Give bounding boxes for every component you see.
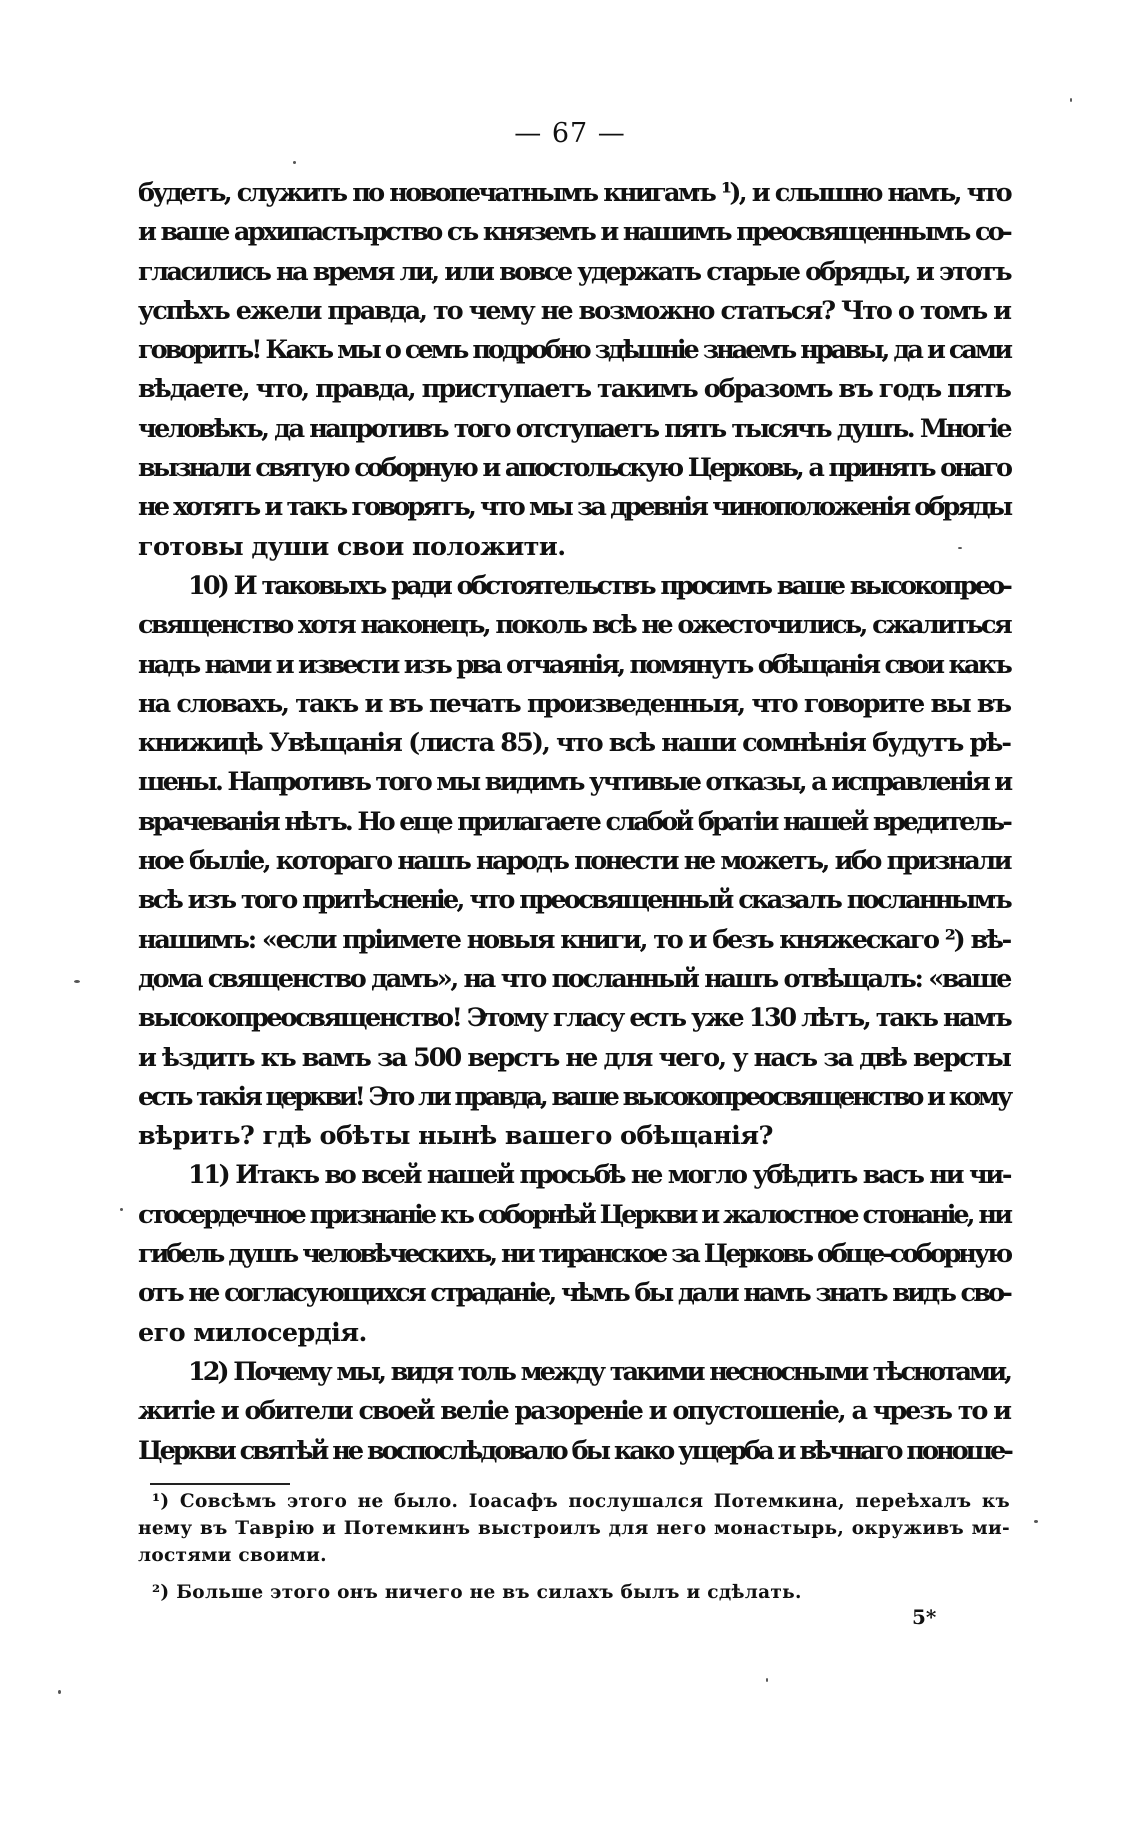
footnote-line: ²) Больше этого онъ ничего не въ силахъ былъ и сдѣлать. [152,1582,802,1603]
text-line: на словахъ, такъ и въ печать произведенныя, что говорите вы въ [138,688,1010,719]
text-line: книжицѣ Увѣщанія (листа 85), что всѣ наши сомнѣнія будутъ рѣ- [138,728,1010,759]
text-line: готовы души свои положити. [138,531,566,562]
text-line: 12) Почему мы, видя толь между такими несносными тѣснотами, [188,1356,1010,1387]
text-line: надъ нами и извести изъ рва отчаянія, помянуть обѣщанія свои какъ [138,649,1010,680]
footnote-line: лостями своими. [138,1545,327,1566]
text-line: 11) Итакъ во всей нашей просьбѣ не могло убѣдить васъ ни чи- [188,1160,1010,1191]
body-text [138,174,1010,1471]
page-number: — 67 — [514,118,626,149]
scan-speck [74,980,80,983]
text-line: отъ не согласующихся страданіе, чѣмъ бы дали намъ знать видъ сво- [138,1278,1010,1309]
text-line: стосердечное признаніе къ соборнѣй Церкви и жалостное стонаніе, ни [138,1199,1010,1230]
text-line: гласились на время ли, или вовсе удержать старые обряды, и этотъ [138,256,1010,287]
footnotes [138,1488,1010,1606]
text-line: не хотятъ и такъ говорятъ, что мы за древнія чиноположенія обряды [138,492,1011,523]
text-line: его милосердія. [138,1317,367,1348]
text-line: гибель душъ человѣческихъ, ни тиранское за Церковь обще-соборную [138,1239,1010,1270]
footnote-line: нему въ Таврію и Потемкинъ выстроилъ для него монастырь, окруживъ ми- [138,1518,1010,1539]
scan-speck [58,1690,61,1694]
text-line: Церкви святѣй не воспослѣдовало бы како ущерба и вѣчнаго поноше- [138,1435,1011,1466]
footnote-divider [150,1483,290,1485]
text-line: и ваше архипастырство съ княземъ и нашимъ преосвященнымъ со- [138,217,1010,248]
text-line: дома священство дамъ», на что посланный нашъ отвѣщалъ: «ваше [138,963,1010,994]
text-line: высокопреосвященство! Этому гласу есть уже 130 лѣтъ, такъ намъ [138,1003,1011,1034]
text-line: священство хотя наконецъ, поколь всѣ не ожесточились, сжалиться [138,610,1010,641]
text-line: будетъ, служить по новопечатнымъ книгамъ ¹), и слышно намъ, что [138,178,1010,208]
footnote-line: ¹) Совсѣмъ этого не было. Іоасафъ послушался Потемкина, переѣхалъ къ [152,1491,1010,1512]
text-line: нашимъ: «если пріимете новыя книги, то и безъ княжескаго ²) вѣ- [138,924,1010,955]
text-line: житіе и обители своей веліе разореніе и опустошеніе, а чрезъ то и [138,1396,1010,1427]
scan-speck [1070,98,1072,102]
text-line: 10) И таковыхъ ради обстоятельствъ просимъ ваше высокопрео- [188,570,1010,601]
text-line: ное быліе, котораго нашъ народъ понести не можетъ, ибо признали [138,846,1010,877]
scan-speck [766,1678,768,1682]
text-line: вѣдаете, что, правда, приступаетъ такимъ образомъ въ годъ пять [138,374,1010,405]
text-line: шены. Напротивъ того мы видимъ учтивые отказы, а исправленія и [138,767,1011,798]
text-line: человѣкъ, да напротивъ того отступаетъ пять тысячъ душъ. Многіе [138,413,1010,444]
signature-mark: 5* [912,1605,937,1629]
text-line: говорить! Какъ мы о семъ подробно здѣшніе знаемъ нравы, да и сами [138,335,1010,366]
text-line: есть такія церкви! Это ли правда, ваше высокопреосвященство и кому [138,1081,1010,1112]
text-line: вѣрить? гдѣ обѣты нынѣ вашего обѣщанія? [138,1121,773,1152]
text-line: всѣ изъ того притѣсненіе, что преосвященный сказалъ посланнымъ [138,885,1010,916]
text-line: успѣхъ ежели правда, то чему не возможно статься? Что о томъ и [138,295,1010,326]
scan-speck [293,161,296,164]
text-line: вызнали святую соборную и апостольскую Церковь, а принять онаго [138,453,1010,484]
scan-speck [958,547,962,549]
scan-speck [1034,1520,1038,1523]
text-line: врачеванія нѣтъ. Но еще прилагаете слабой братіи нашей вредитель- [138,806,1010,837]
text-line: и ѣздить къ вамъ за 500 верстъ не для чего, у насъ за двѣ версты [138,1042,1010,1073]
scan-speck [120,1208,123,1211]
